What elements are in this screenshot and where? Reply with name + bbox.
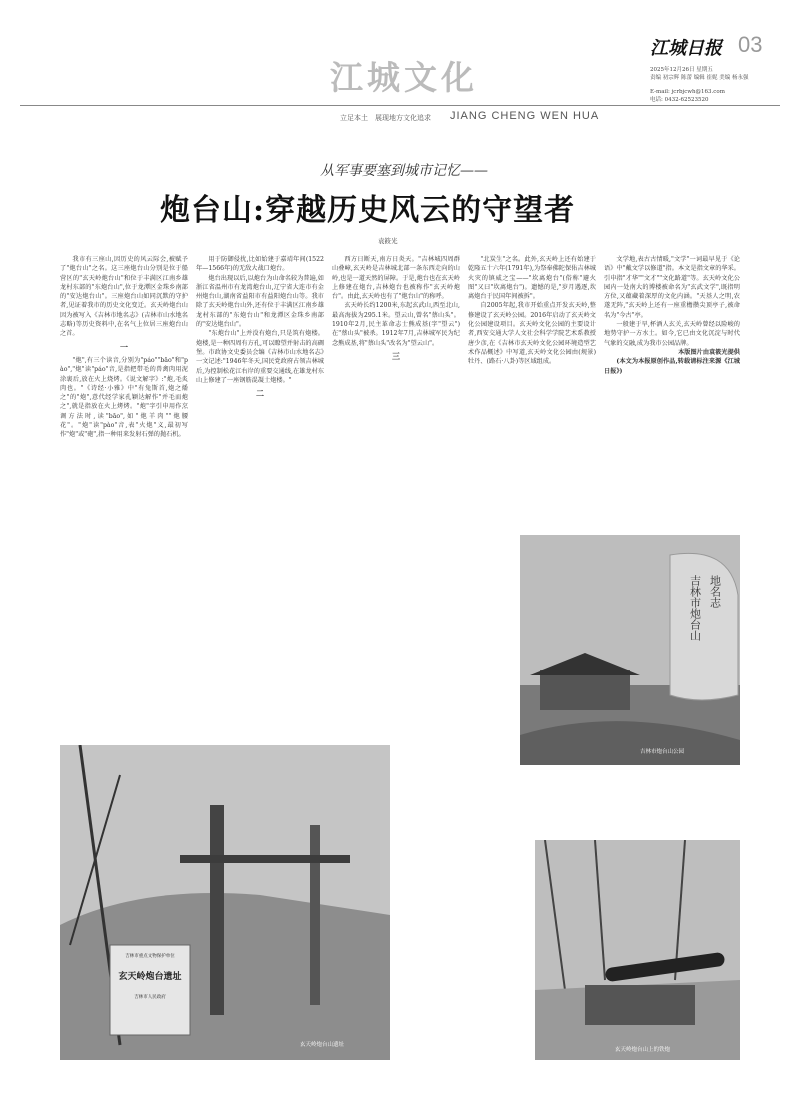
- cannon-photo: [535, 840, 740, 1060]
- paragraph: 炮台出现以后,以炮台为山命名较为普遍,如浙江省温州市有龙湾炮台山,辽宁省大连市有金州炮台山,湖南省益阳市有益阳炮台山等。我市除了玄天岭炮台山外,还有位于丰满区江南乡雄龙村东部的"东炮台山"和龙潭区金珠乡南部的"安达炮台山"。: [196, 274, 324, 329]
- stele-title: 吉林市重点文物保护单位: [125, 954, 175, 959]
- section-head: 三: [392, 350, 400, 361]
- article-byline: 袁筱光: [378, 237, 398, 245]
- section-head: 二: [256, 388, 264, 399]
- article-kicker: 从军事要塞到城市记忆——: [320, 163, 488, 179]
- author-note: 本版图片由袁筱光提供: [678, 348, 740, 356]
- paragraph: "东炮台山"上并没有炮台,只是筑有炮楼。炮楼,是一种四周有方孔,可以瞭望并射击的高碉堡。市政协文史委员会编《吉林市山水地名志》一文记述:"1946年冬天,国民党政府占领吉林城后,为控制松花江右岸的重要交通线,在雄龙村东山上修建了一座钢筋混凝土炮楼。": [196, 330, 324, 384]
- copyright-note: (本文为本报原创作品,转载请标注来源《江城日报》): [604, 358, 740, 375]
- section-pinyin: JIANG CHENG WEN HUA: [450, 110, 600, 122]
- banner-rule: [20, 105, 780, 106]
- masthead-info: [600, 66, 780, 82]
- paragraph: 文学地,表古古情暖,"文学"一词最早见于《论语》中"戴文学以修道"指。本文是指文章的华采。引申指"才华""文才""文化路道"等。玄天岭文化公园内一处南大的博楼被命名为"玄武文学",既指明方位,又蕴藏着深厚的文化内涵。"天基人之明,农遂无阵,"玄天岭上还有一座重檐攒尖顶亭子,被命名为"今古"亭。: [604, 256, 740, 319]
- paragraph: "炮",有三个读音,分别为"páo""bāo"和"pào","炮"读"páo"音,是指把带毛的兽禽肉用泥涂裹后,放在火上烧烤。《说文解字》:"炮,毛炙肉也。"《诗经·小雅》中"有兔斯首,炮之燔之"的"炮",意代经学家孔颖达解作"并毛而炮之",就是指放在火上烤烤。"炮"字引申用作烹调方法时,读"bāo",如"炮羊肉""炮腰花"。"炮"读"pào"音,表"火炮"义,最初写作"炮"或"砲",指一种用来发射石弹的抛石机。: [60, 356, 188, 439]
- park-scene-svg: [520, 535, 740, 765]
- paragraph: 自2005年起,我市开始重点开发玄天岭,整修建设了玄天岭公园。2016年启动了玄天岭文化公园建设项目。玄天岭文化公园的主要设计者,西安交通大学人文社会科学学院艺术系教授唐少彦,在《吉林市玄天岭文化公园环境造型艺术作品概述》中写道,玄天岭文化公园由(规景)牡丹、(路石·八卦)等区域组成。: [468, 302, 596, 366]
- cannon-scene-svg: [535, 840, 740, 1060]
- bottom-right-caption: 玄天岭炮台山上的铁炮: [615, 1047, 671, 1053]
- section-slogan: 立足本土 展现地方文化追求: [340, 114, 431, 122]
- paragraph: 玄天岭长约1200米,东起玄武山,西至北山,最高海拔为295.1米。望云山,曾名"蔡山头"。1910年2月,民主革命志士熊成基(字"望云")在"蔡山头"被杀。1912年7月,吉林城军民为纪念熊成基,将"蔡山头"改名为"望云山"。: [332, 302, 460, 347]
- stele-org: 吉林市人民政府: [134, 995, 166, 1000]
- newspaper-logo: 江城日报: [650, 38, 722, 59]
- park-photo: [520, 535, 740, 765]
- top-photo-caption: 吉林市炮台山公园: [640, 749, 685, 755]
- stele-name: 玄天岭炮台遗址: [118, 972, 182, 982]
- svg-text:吉林市炮台山: 吉林市炮台山: [688, 575, 702, 641]
- masthead: [650, 32, 780, 62]
- phone-line: 电话: 0432-62523520: [650, 97, 709, 103]
- paragraph: "北炭生"之名。此外,玄天岭上还有始建于乾隆五十六年(1791年),为祭奉佛陀保佑吉林城火灾的镇威之宝——"坎离炮台"(俗称"避火图"又曰"坎离炮台")。遗憾的是,"岁月遇逐,坎离炮台于民国年间被拆"。: [468, 256, 596, 301]
- svg-text:地名志: 地名志: [708, 575, 722, 608]
- date-line: 2025年12月26日 星期五: [650, 67, 713, 73]
- article-headline: 炮台山:穿越历史风云的守望者: [160, 193, 576, 228]
- text-column-3: [332, 255, 460, 735]
- email-line: E-mail: jcrbjcwh@163.com: [650, 89, 725, 95]
- page-number: 03: [738, 32, 763, 57]
- ruins-photo: [60, 745, 390, 1060]
- paragraph: 西方日断天,南方日炎天。"吉林城四周群山叠嶂,玄天岭是吉林城北部一条东西走向的山岭,也是一道天然的屏障。于是,炮台也在玄天岭上修建在炮台,吉林炮台也被称作"玄天岭炮台"。由此,玄天岭也有了"炮台山"的称呼。: [332, 256, 460, 301]
- section-head: 一: [120, 341, 128, 352]
- editors-line: 责编 初宗辉 陈蕾 编辑 崔妮 美编 杨永强: [650, 75, 749, 81]
- section-title: 江城文化: [330, 58, 478, 97]
- text-column-5: [604, 255, 740, 525]
- contact-info: [650, 88, 780, 104]
- paragraph: 我市有三座山,因历史的风云际会,被赋予了"炮台山"之名。这三座炮台山分别是位于船营区的"玄天岭炮台山"和位于丰满区江南乡雄龙村东部的"东炮台山",位于龙潭区金珠乡南部的"安达炮台山"。三座炮台山如同沉默的守护者,见证着我市的历史文化变迁。玄天岭炮台山因为被写入《吉林市地名志》(吉林市山水地名志略)等历史资料中,在名气上位居三座炮台山之首。: [60, 256, 188, 338]
- stele: [110, 945, 190, 1035]
- paragraph: 一般建于旱,杯酒人玄关,玄天岭曾经以险峻的地势守护一方水土。如今,它已由文化沉淀与时代气象的交融,成为我市公园品牌。: [604, 321, 740, 347]
- paragraph: 用于防御侵扰,比如始建于嘉靖年间(1522年—1566年)的无敌大战口炮台。: [196, 256, 324, 273]
- bottom-left-caption: 玄天岭炮台山遗址: [300, 1042, 345, 1048]
